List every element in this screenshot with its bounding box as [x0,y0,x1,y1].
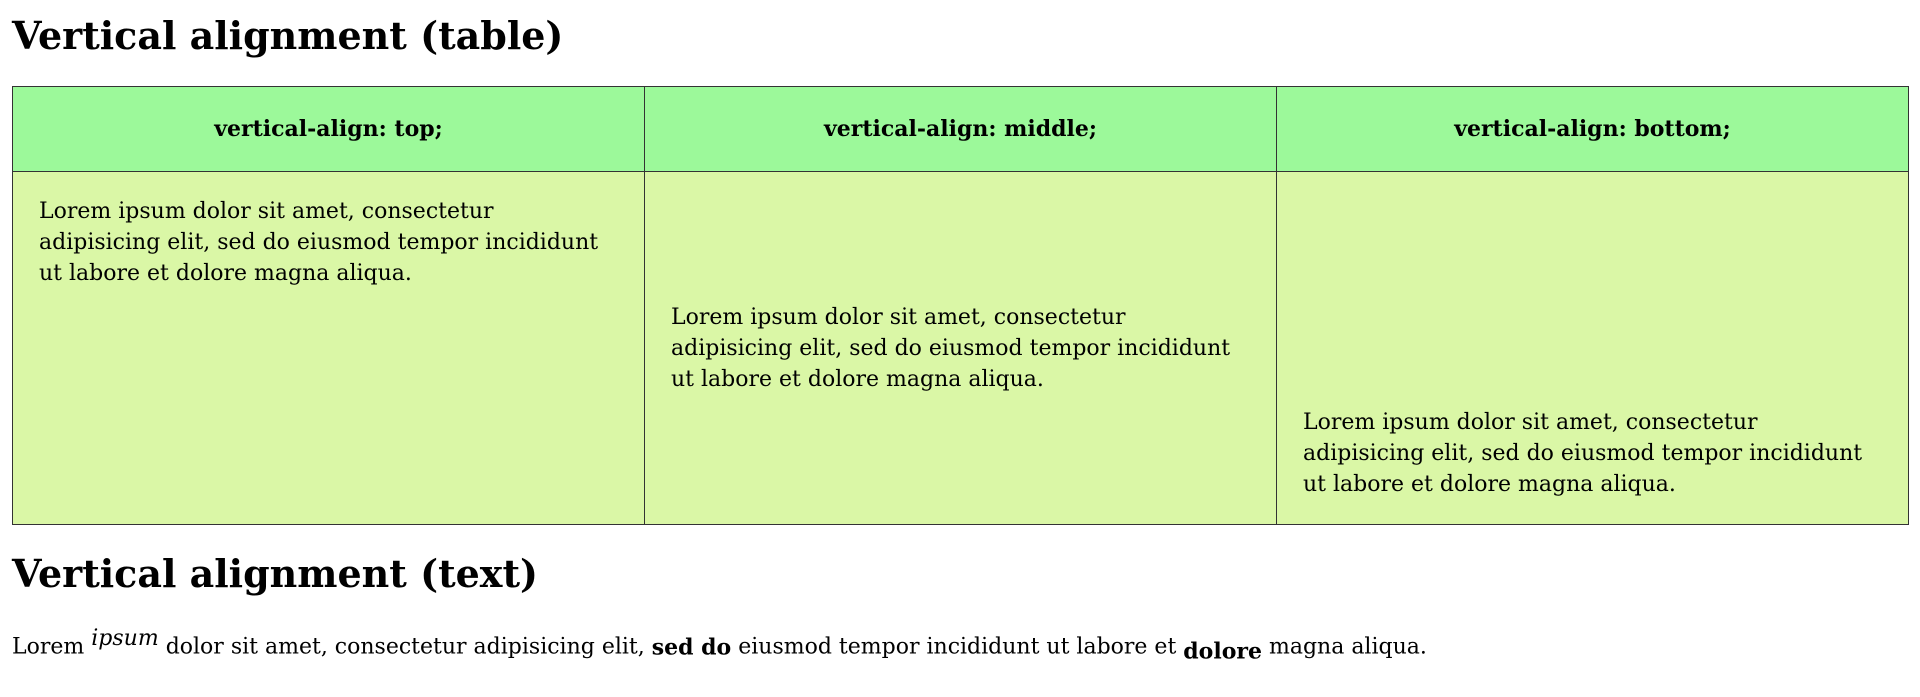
text-part-1: Lorem [12,634,92,660]
header-bottom: vertical-align: bottom; [1277,87,1909,172]
text-part-2: dolor sit amet, consectetur adipisicing elit, [158,634,652,660]
subscript-word: dolore [1183,638,1262,665]
header-middle: vertical-align: middle; [645,87,1277,172]
header-top: vertical-align: top; [13,87,645,172]
text-section-title: Vertical alignment (text) [12,551,538,596]
table-header-row [13,87,1909,172]
middle-aligned-word: sed do [651,634,732,661]
table-section-title: Vertical alignment (table) [12,13,564,58]
vertical-align-table [12,86,1909,525]
text-part-3: eiusmod tempor incididunt ut labore et [731,634,1184,660]
text-alignment-paragraph [12,628,1427,663]
cell-bottom: Lorem ipsum dolor sit amet, consectetur adipisicing elit, sed do eiusmod tempor incididunt ut labore et dolore magna aliqua. [1277,172,1909,525]
cell-middle: Lorem ipsum dolor sit amet, consectetur adipisicing elit, sed do eiusmod tempor incididunt ut labore et dolore magna aliqua. [645,172,1277,525]
superscript-word: ipsum [91,626,159,651]
text-part-4: magna aliqua. [1261,634,1427,660]
cell-top: Lorem ipsum dolor sit amet, consectetur adipisicing elit, sed do eiusmod tempor incididunt ut labore et dolore magna aliqua. [13,172,645,525]
table-row [13,172,1909,525]
